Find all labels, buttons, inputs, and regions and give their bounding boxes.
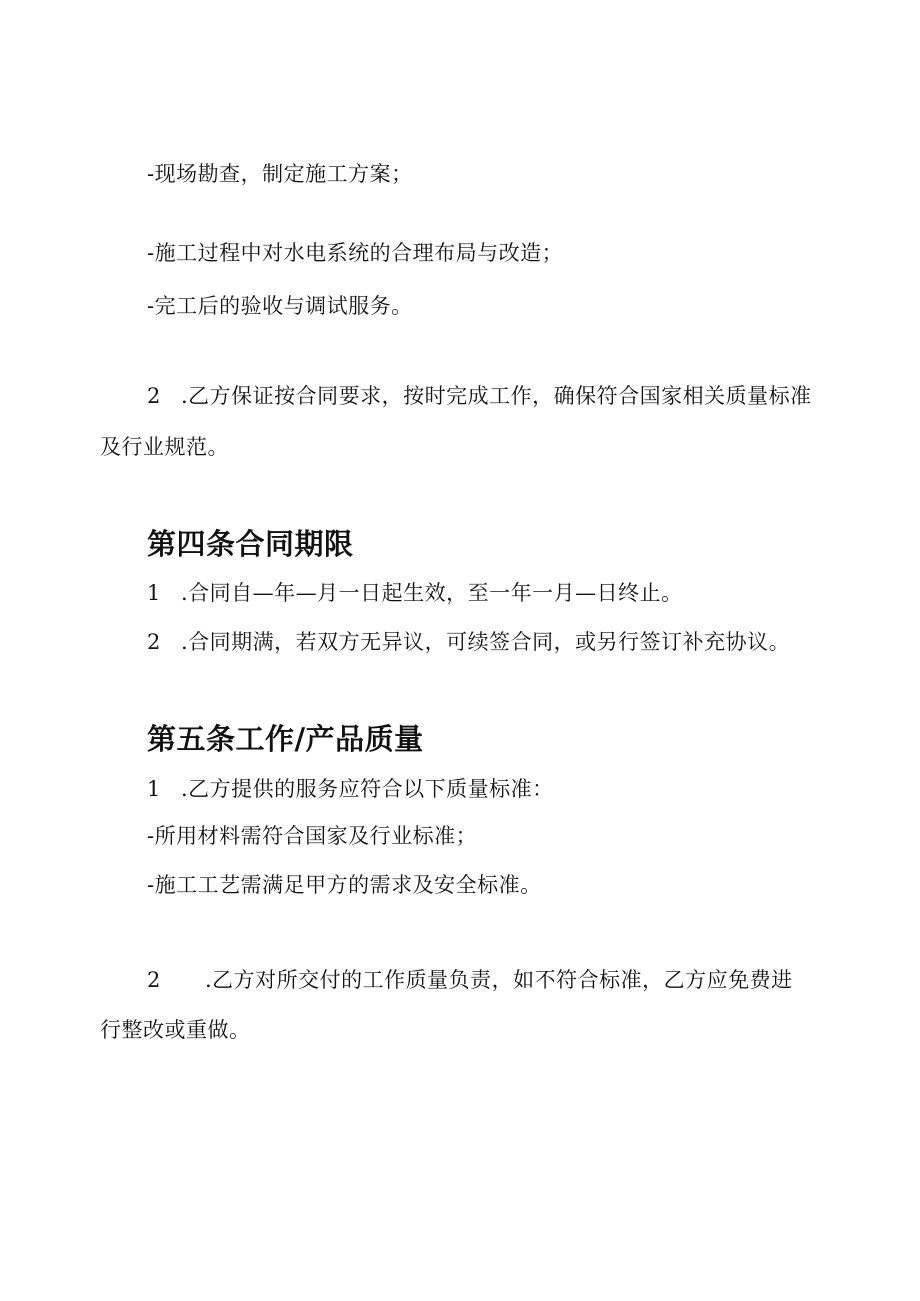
item-number: 2 (147, 968, 161, 992)
item-text: .合同自—年—月一日起生效，至一年一月—日终止。 (181, 581, 683, 605)
section-heading-quality: 第五条工作/产品质量 (147, 722, 424, 756)
clause-3-item-2 (147, 386, 812, 407)
bullet-materials: -所用材料需符合国家及行业标准； (147, 824, 478, 848)
bullet-site-survey: -现场勘查，制定施工方案； (147, 162, 413, 186)
item-number: 2 (147, 384, 161, 408)
clause-5-item-2-continued: 行整改或重做。 (100, 1018, 251, 1042)
clause-3-item-2-continued: 及行业规范。 (100, 435, 229, 459)
bullet-workmanship: -施工工艺需满足甲方的需求及安全标准。 (147, 873, 542, 897)
item-number: 1 (147, 581, 161, 605)
item-text: .乙方对所交付的工作质量负责，如不符合标准，乙方应免费进 (205, 968, 793, 992)
item-number: 1 (147, 777, 161, 801)
item-text: .合同期满，若双方无异议，可续签合同，或另行签订补充协议。 (181, 630, 791, 654)
item-text: .乙方提供的服务应符合以下质量标准： (181, 777, 554, 801)
bullet-utility-layout: -施工过程中对水电系统的合理布局与改造； (147, 241, 564, 265)
clause-5-item-1 (147, 779, 554, 800)
clause-4-item-1 (147, 583, 683, 604)
item-number: 2 (147, 630, 161, 654)
clause-4-item-2 (147, 632, 790, 653)
section-heading-term: 第四条合同期限 (147, 527, 354, 561)
clause-5-item-2 (147, 970, 793, 991)
item-text: .乙方保证按合同要求，按时完成工作，确保符合国家相关质量标准 (181, 384, 812, 408)
bullet-acceptance: -完工后的验收与调试服务。 (147, 294, 413, 318)
